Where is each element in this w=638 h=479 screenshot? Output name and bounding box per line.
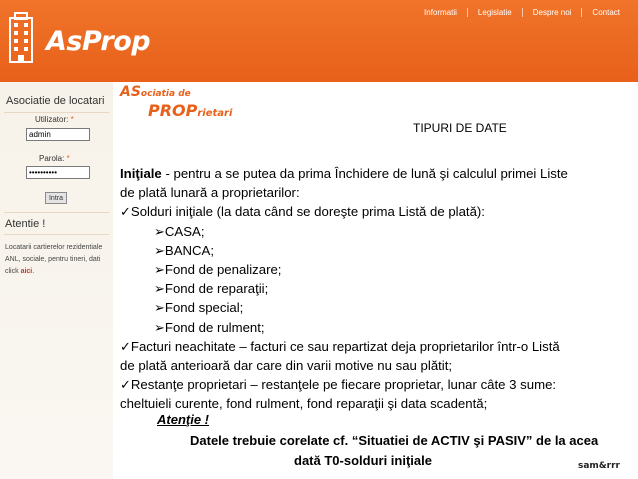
- arrow-check-icon: ➢: [154, 262, 165, 278]
- sidebar-divider: [4, 212, 109, 213]
- list-item: ➢Fond de penalizare;: [154, 262, 282, 278]
- final-note-line1: Datele trebuie corelate cf. “Situatiei de ACTIV şi PASIV” de la acea: [190, 433, 599, 448]
- list-item: ➢Fond de rulment;: [154, 319, 265, 335]
- final-note-line2: dată T0-solduri iniţiale: [294, 453, 432, 468]
- username-input[interactable]: [26, 128, 90, 141]
- top-nav: [414, 8, 630, 17]
- list-item: ➢CASA;: [154, 223, 205, 239]
- text-line: ✓Facturi neachitate – facturi ce sau repartizat deja proprietarilor într-o Listă: [120, 338, 560, 354]
- required-mark: *: [66, 154, 70, 163]
- sidebar: [0, 82, 113, 479]
- section-title: TIPURI DE DATE: [413, 121, 507, 135]
- user-label: Utilizator: *: [35, 115, 74, 124]
- asprop-logo[interactable]: [6, 10, 156, 70]
- sidebar-note: Locatarii cartierelor rezidentiale ANL, sociale, pentru tineri, dati click aici.: [5, 244, 103, 275]
- nav-informatii[interactable]: Informatii: [424, 8, 457, 17]
- login-button[interactable]: Intra: [45, 192, 67, 204]
- password-input[interactable]: [26, 166, 90, 179]
- text-line: de plată lunară a proprietarilor:: [120, 185, 300, 201]
- aici-link[interactable]: aici: [20, 268, 33, 275]
- sidebar-title: Asociatie de locatari: [6, 95, 105, 107]
- footer-brand-logo: sam&rrr: [578, 461, 620, 471]
- text-line: Iniţiale - pentru a se putea da prima Închidere de lună şi calculul primei Liste: [120, 166, 568, 181]
- list-item: ➢BANCA;: [154, 242, 215, 258]
- attention-title: Atentie !: [5, 218, 46, 230]
- content-text: [120, 164, 632, 414]
- arrow-check-icon: ➢: [154, 223, 165, 239]
- list-item: ➢Fond de reparaţii;: [154, 281, 269, 297]
- text-line: de plată anterioară dar care din varii motive nu sau plătit;: [120, 358, 453, 374]
- building-icon: [6, 12, 36, 64]
- nav-contact[interactable]: Contact: [581, 8, 630, 17]
- nav-legislatie[interactable]: Legislatie: [467, 8, 522, 17]
- arrow-check-icon: ➢: [154, 281, 165, 297]
- text-line: cheltuieli curente, fond rulment, fond reparaţii şi data scadentă;: [120, 396, 488, 412]
- sidebar-divider: [4, 234, 109, 235]
- text-line: ✓Solduri iniţiale (la data când se doreşte prima Listă de plată):: [120, 204, 485, 220]
- attention-note: Atenţie !: [157, 412, 209, 427]
- sidebar-divider: [4, 112, 109, 113]
- required-mark: *: [70, 115, 74, 124]
- arrow-check-icon: ➢: [154, 242, 165, 258]
- list-item: ➢Fond special;: [154, 300, 244, 316]
- checkmark-icon: ✓: [120, 204, 131, 220]
- header-bar: [0, 0, 638, 82]
- nav-despre-noi[interactable]: Despre noi: [522, 8, 582, 17]
- logo-text: AsProp: [46, 26, 151, 57]
- checkmark-icon: ✓: [120, 338, 131, 354]
- checkmark-icon: ✓: [120, 377, 131, 393]
- text-line: ✓Restanţe proprietari – restanţele pe fiecare proprietar, lunar câte 3 sume:: [120, 377, 557, 393]
- password-label: Parola: *: [39, 154, 70, 163]
- arrow-check-icon: ➢: [154, 319, 165, 335]
- asociatia-proprietari-logo: ASociatia de PROPrietari: [120, 84, 233, 120]
- arrow-check-icon: ➢: [154, 300, 165, 316]
